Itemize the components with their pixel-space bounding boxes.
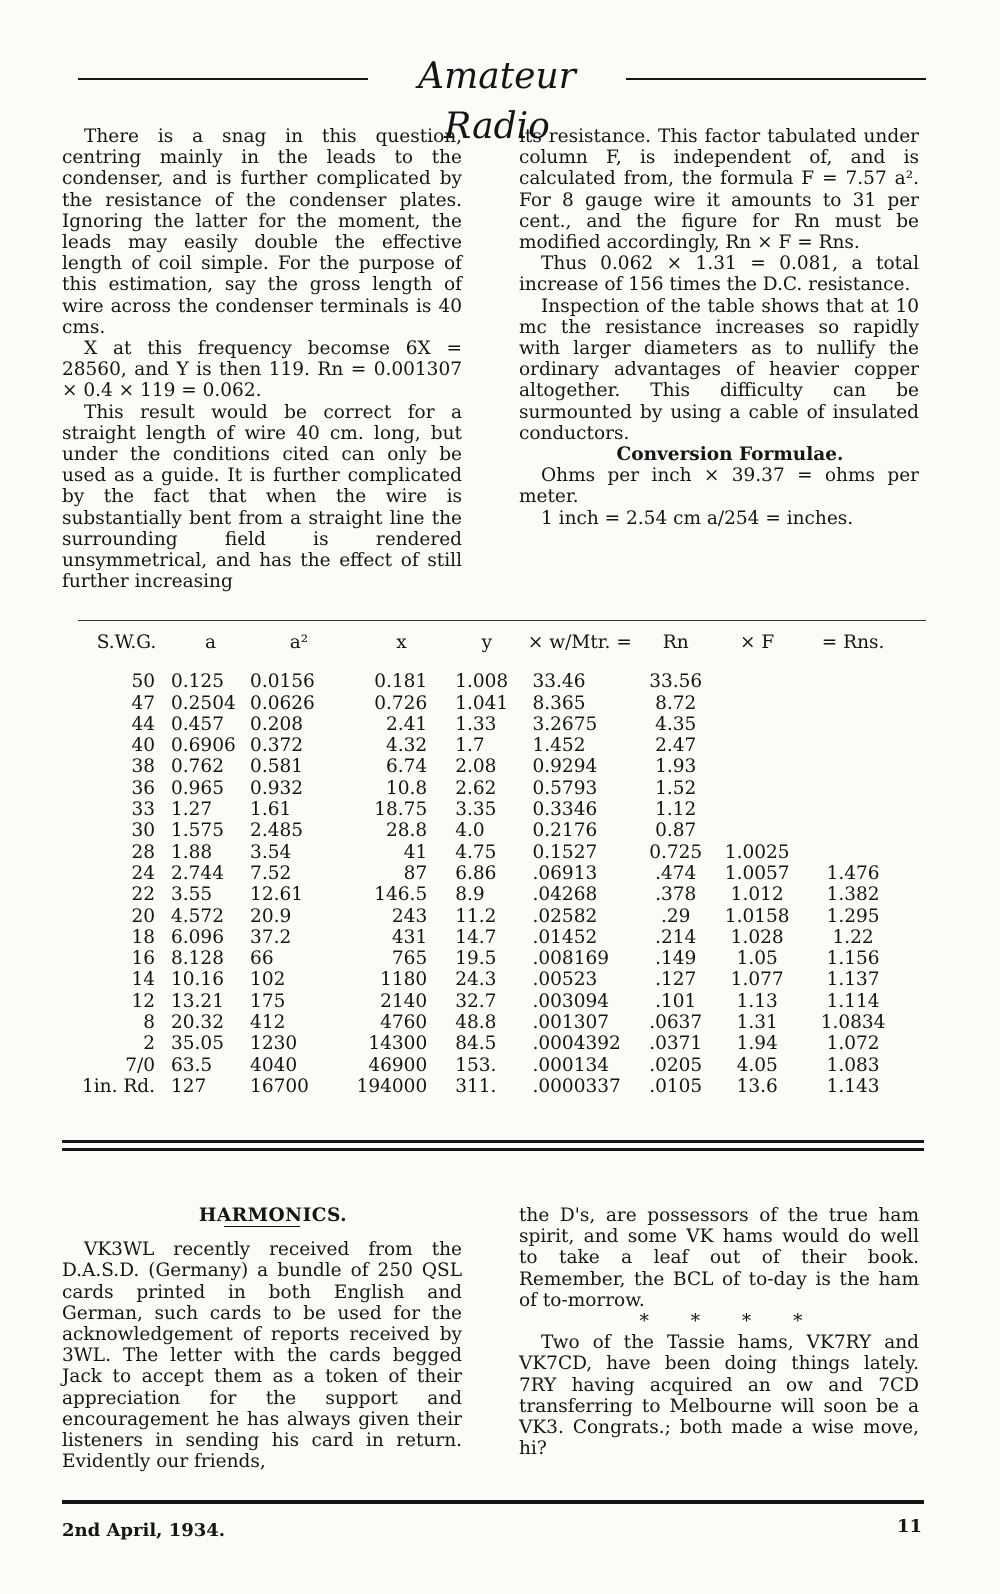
table-cell: 127 [171,1075,207,1097]
table-cell: 0.5793 [532,777,598,799]
table-cell: 1.93 [655,756,697,778]
table-cell: 11.2 [455,905,497,927]
table-cell: 0.6906 [171,735,236,757]
paragraph: Thus 0.062 × 1.31 = 0.081, a total increase of 156 times the D.C. resistance. [519,253,919,296]
table-cell [804,778,902,799]
table-cell [710,714,804,735]
table-cell: 0.762 [171,756,224,778]
table-cell: 1.008 [455,671,509,693]
table-body [82,671,902,1097]
table-cell: 0.726 [374,692,428,714]
table-cell: 0.725 [649,841,703,863]
paragraph: Two of the Tassie hams, VK7RY and VK7CD, have been doing things lately. 7RY having acquired an ow and 7CD transferring to Melbourne will soon be a VK3. Congrats.; both made a wise move, hi? [519,1332,919,1460]
table-cell: .001307 [532,1012,610,1034]
table-cell: 1.137 [826,969,880,991]
table-cell: 0.0156 [250,671,315,693]
table-cell: 2.47 [655,735,697,757]
column-header: = Rns. [821,632,885,653]
harmonics-column-right [519,1205,919,1459]
table-cell: 1.31 [736,1012,778,1034]
table-cell [710,778,804,799]
table-cell: 2.08 [455,756,497,778]
table-cell: 1180 [380,969,428,991]
table-cell: 175 [250,990,286,1012]
table-cell: 10.8 [386,777,428,799]
table-cell [710,671,804,692]
table-cell: .00523 [532,969,598,991]
paragraph: This result would be correct for a straight length of wire 40 cm. long, but under the conditions cited can only be used as a guide. It is further complicated by the fact that when the wire is substantially bent from a straight line the surrounding field is rendered unsymmetrical, and has the effect of still further increasing [62,401,462,593]
paragraph: Inspection of the table shows that at 10 mc the resistance increases so rapidly with larger diameters as to nullify the ordinary advantages of heavier copper altogether. This difficulty can be surmounted by using a cable of insulated conductors. [519,295,919,444]
table-cell: 1.143 [826,1075,880,1097]
table-cell: 16700 [250,1075,309,1097]
heading-underline [224,1226,300,1227]
table-cell: 1.072 [826,1033,880,1055]
table-cell: 12.61 [250,884,304,906]
table-cell: 412 [250,1012,286,1034]
table-cell: .04268 [532,884,598,906]
table-cell: 7/0 [125,1054,156,1076]
table-cell: 0.2504 [171,692,236,714]
table-cell: 0.457 [171,713,224,735]
table-row [82,778,902,799]
table-cell: 20.9 [250,905,292,927]
table-row [82,884,902,905]
column-header: a [205,632,217,653]
table-cell: 0.87 [655,820,697,842]
table-cell: 13.6 [736,1075,778,1097]
table-cell [804,735,902,756]
table-cell: .101 [655,990,697,1012]
footer-rule [62,1500,924,1504]
table-cell: 1.05 [736,948,778,970]
table-cell: 13.21 [171,990,224,1012]
table-cell: 4.0 [455,820,485,842]
table-cell: 6.74 [386,756,428,778]
table-cell: 33 [131,799,156,821]
table-cell: 8.72 [655,692,697,714]
table-cell: 431 [391,926,428,948]
table-cell: .0105 [649,1075,703,1097]
harmonics-column-left [62,1205,462,1472]
table-cell: 0.181 [374,671,428,693]
table-cell: .02582 [532,905,598,927]
table-cell: 48.8 [455,1012,497,1034]
table-cell: 24.3 [455,969,497,991]
table-cell: 0.9294 [532,756,598,778]
table-cell: 20 [131,905,156,927]
table-cell [710,799,804,820]
table-cell: 102 [250,969,286,991]
table-cell: 1.22 [832,926,874,948]
table-cell: 66 [250,948,274,970]
table-cell: 2140 [380,990,428,1012]
table-cell: 2.62 [455,777,497,799]
table-cell: 3.54 [250,841,292,863]
table-cell: 8.9 [455,884,485,906]
table-cell: 37.2 [250,926,292,948]
table-cell: 36 [131,777,156,799]
table-cell: 12 [131,990,156,1012]
table-row [82,906,902,927]
table-cell: 33.46 [532,671,586,693]
table-cell: 8.365 [532,692,586,714]
table-cell: 38 [131,756,156,778]
table-cell: 3.2675 [532,713,598,735]
separator-stars: * * * * [639,1311,821,1333]
column-header: a² [289,632,309,653]
column-header: y [481,632,493,653]
section-divider [62,1140,924,1143]
table-cell: 32.7 [455,990,497,1012]
footer-date: 2nd April, 1934. [62,1520,226,1541]
table-cell: 22 [131,884,156,906]
column-header: × w/Mtr. = [527,632,632,653]
table-cell [804,714,902,735]
table-row [82,1012,902,1033]
table-cell: 4.572 [171,905,224,927]
table-cell: 4.05 [736,1054,778,1076]
table-cell: .474 [655,862,697,884]
table-row [82,1033,902,1054]
table-cell: 6.096 [171,926,224,948]
table-cell: 20.32 [171,1012,224,1034]
table-cell [710,693,804,714]
table-cell: 1.041 [455,692,509,714]
table-cell: 1.028 [730,926,784,948]
table-cell: 8.128 [171,948,224,970]
table-cell: 0.208 [250,713,304,735]
page-number: 11 [896,1516,922,1537]
table-cell: 28.8 [386,820,428,842]
table-cell: 16 [131,948,156,970]
table-cell: 1.575 [171,820,224,842]
table-cell: 84.5 [455,1033,497,1055]
table-cell [804,671,902,692]
table-cell: .149 [655,948,697,970]
table-cell [804,820,902,841]
table-cell: 243 [391,905,428,927]
table-cell: 1.156 [826,948,880,970]
table-cell [804,693,902,714]
table-cell: 1.7 [455,735,485,757]
table-cell: 44 [131,713,156,735]
table-cell: 1.0834 [820,1012,886,1034]
table-cell: 0.3346 [532,799,598,821]
paragraph: the D's, are possessors of the true ham spirit, and some VK hams would do well to take a leaf out of their book. Remember, the BCL of to-day is the ham of to-morrow. [519,1205,919,1311]
table-cell: .01452 [532,926,598,948]
table-cell: 0.1527 [532,841,598,863]
table-cell: 14300 [368,1033,428,1055]
section-heading: Conversion Formulae. [616,444,844,466]
table-cell: 14 [131,969,156,991]
table-cell: 0.581 [250,756,304,778]
table-cell: 40 [131,735,156,757]
table-cell: 4.75 [455,841,497,863]
section-divider [62,1148,924,1151]
table-cell: 1.452 [532,735,586,757]
column-header: Rn [662,632,689,653]
table-cell: 3.55 [171,884,213,906]
table-cell: 28 [131,841,156,863]
table-cell: 1.476 [826,862,880,884]
table-cell: .0371 [649,1033,703,1055]
column-header: x [396,632,407,653]
table-cell: 1.012 [730,884,784,906]
table-row [82,842,902,863]
table-cell: 1.0025 [724,841,790,863]
table-cell: .0205 [649,1054,703,1076]
table-cell: 4040 [250,1054,298,1076]
masthead-rule-left [78,78,368,80]
table-cell: 0.372 [250,735,304,757]
table-cell: 7.52 [250,862,292,884]
table-cell: 87 [403,862,428,884]
table-cell: 2.744 [171,862,224,884]
table-cell: 765 [391,948,428,970]
table-cell: 19.5 [455,948,497,970]
table-cell: .0004392 [532,1033,621,1055]
table-row [82,1076,902,1097]
table-cell: 4760 [380,1012,428,1034]
table-cell: 0.965 [171,777,224,799]
masthead-rule-right [626,78,926,80]
table-row [82,714,902,735]
table-cell: 35.05 [171,1033,224,1055]
table-row [82,735,902,756]
paragraph: Ohms per inch × 39.37 = ohms per meter. [519,465,919,508]
table-cell: .0637 [649,1012,703,1034]
table-top-rule [78,620,926,621]
table-cell: 33.56 [649,671,703,693]
table-cell: 1.94 [736,1033,778,1055]
table-cell: 3.35 [455,799,497,821]
table-cell: 1.0158 [724,905,790,927]
table-cell: 46900 [368,1054,428,1076]
table-cell: 1.12 [655,799,697,821]
paragraph: VK3WL recently received from the D.A.S.D. (Germany) a bundle of 250 QSL cards printed in both English and German, such cards to be used for the acknowledgement of reports received by 3WL. The letter with the cards begged Jack to accept them as a token of their appreciation for the support and encouragement he has always given their listeners in sending his card in return. Evidently our friends, [62,1239,462,1473]
table-cell: 146.5 [374,884,428,906]
table-cell: 1230 [250,1033,298,1055]
table-cell: .214 [655,926,697,948]
table-cell: 18 [131,926,156,948]
table-cell [710,756,804,777]
masthead [78,52,926,147]
table-row [82,927,902,948]
table-cell: 4.35 [655,713,697,735]
table-cell: .29 [660,905,691,927]
table-cell: 311. [455,1075,497,1097]
table-cell: 6.86 [455,862,497,884]
table-cell: 41 [403,841,428,863]
table-cell: 0.2176 [532,820,598,842]
table-row [82,756,902,777]
table-cell: 2.41 [386,713,428,735]
table-row [82,799,902,820]
table-cell [710,735,804,756]
paragraph: 1 inch = 2.54 cm a/254 = inches. [541,507,854,529]
article-column-right [519,126,919,529]
paragraph: X at this frequency becomse 6X = 28560, and Y is then 119. Rn = 0.001307 × 0.4 × 119 = 0.062. [62,338,462,402]
table-row [82,969,902,990]
table-cell: 18.75 [374,799,428,821]
table-row [82,671,902,692]
table-cell: 1.077 [730,969,784,991]
table-cell: 50 [131,671,156,693]
table-cell: 0.0626 [250,692,315,714]
table-cell: 2.485 [250,820,304,842]
table-row [82,820,902,841]
table-cell: 0.125 [171,671,224,693]
article-column-left [62,126,462,592]
table-cell: 194000 [356,1075,428,1097]
table-cell: 1.13 [736,990,778,1012]
table-cell: 1.0057 [724,862,790,884]
table-cell [804,842,902,863]
masthead-title: Amateur Radio [418,56,576,147]
table-cell: 153. [455,1054,497,1076]
paragraph: There is a snag in this question, centring mainly in the leads to the condenser, and is further complicated by the resistance of the condenser plates. Ignoring the latter for the moment, the leads may easily double the effective length of coil simple. For the purpose of this estimation, say the gross length of wire across the condenser terminals is 40 cms. [62,126,462,338]
table-cell: .0000337 [532,1075,621,1097]
table-cell: 1.27 [171,799,213,821]
table-cell: 8 [143,1012,156,1034]
table-row [82,863,902,884]
table-cell: 24 [131,862,156,884]
table-cell: 1in. Rd. [82,1075,156,1097]
table-cell: 1.88 [171,841,213,863]
table-cell: .127 [655,969,697,991]
table-cell: 47 [131,692,156,714]
table-cell: 1.114 [826,990,880,1012]
wire-resistance-table [82,632,902,1097]
table-cell: 1.52 [655,777,697,799]
table-cell: .008169 [532,948,610,970]
table-cell: 1.61 [250,799,292,821]
table-cell [804,756,902,777]
table-cell [710,820,804,841]
table-cell: 30 [131,820,156,842]
table-cell: .000134 [532,1054,610,1076]
table-cell: 1.295 [826,905,880,927]
table-cell: 4.32 [386,735,428,757]
table-cell: .06913 [532,862,598,884]
paragraph: its resistance. This factor tabulated under column F, is independent of, and is calculated from, the formula F = 7.57 a². For 8 gauge wire it amounts to 31 per cent., and the figure for Rn must be modified accordingly, Rn × F = Rns. [519,126,919,254]
table-row [82,948,902,969]
table-cell [804,799,902,820]
table-cell: 2 [143,1033,156,1055]
table-row [82,1055,902,1076]
table-cell: 10.16 [171,969,224,991]
harmonics-heading: HARMONICS. [198,1205,348,1226]
table-cell: 1.33 [455,713,497,735]
column-header: × F [740,632,775,653]
table-row [82,991,902,1012]
table-cell: .378 [655,884,697,906]
table-cell: 0.932 [250,777,304,799]
column-header: S.W.G. [96,632,157,653]
table-cell: .003094 [532,990,610,1012]
table-row [82,693,902,714]
table-cell: 14.7 [455,926,497,948]
table-cell: 1.083 [826,1054,880,1076]
table-header-row [82,632,902,671]
table-cell: 63.5 [171,1054,213,1076]
table-cell: 1.382 [826,884,880,906]
